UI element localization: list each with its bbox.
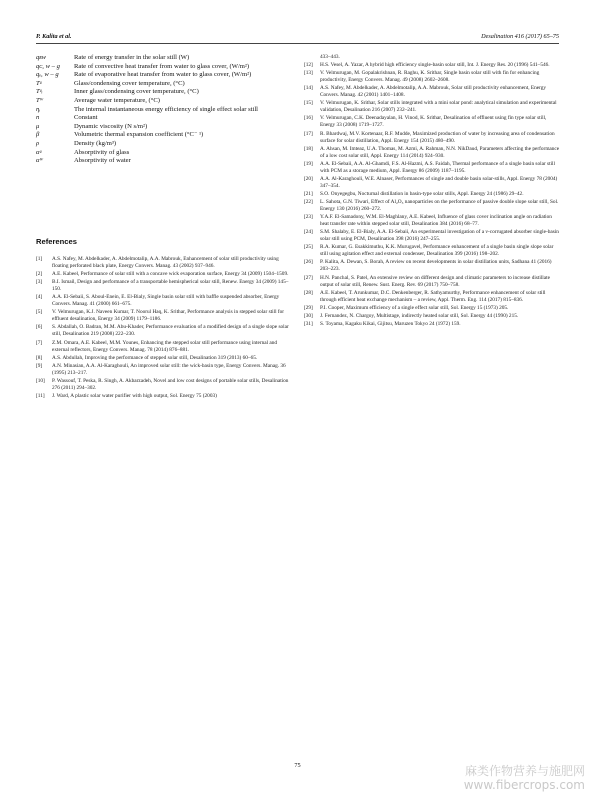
reference-item [304, 259, 560, 273]
nomenclature-row [36, 97, 292, 106]
reference-text: V. Velmurugan, K. Srithar, Solar stills integrated with a mini solar pond: analytical simulation and experimental validation, Desalination 216 (2007) 232–241. [320, 100, 557, 114]
reference-text: H.N. Panchal, S. Patel, An extensive review on different design and climatic parameters to increase distillate output of solar still, Renew. Sust. Energ. Rev. 69 (2017) 750–758. [320, 274, 550, 288]
header-journal: Desalination 416 (2017) 65–75 [481, 33, 559, 40]
reference-number: [28] [304, 289, 313, 296]
reference-item [304, 199, 560, 213]
reference-number: [23] [304, 214, 313, 221]
header-authors: P. Kalita et al. [36, 33, 72, 40]
reference-item [304, 54, 560, 61]
reference-text: L. Sahota, G.N. Tiwari, Effect of Al₂O₃ nanoparticles on the performance of passive double slope solar still, Sol. Energy 130 (2016) 260–272. [320, 199, 559, 213]
nomenclature-row [36, 157, 292, 166]
reference-text: P.I. Cooper, Maximum efficiency of a single effect solar still, Sol. Energy 15 (1973) 205. [320, 304, 509, 311]
reference-item [304, 176, 560, 190]
nomenclature-symbol: μ [36, 122, 40, 130]
nomenclature-row [36, 54, 292, 63]
nomenclature-symbol: ρ [36, 139, 40, 147]
reference-number: [18] [304, 145, 313, 152]
reference-text: Z.M. Omara, A.E. Kabeel, M.M. Younes, Enhancing the stepped solar still performance using internal and external reflectors, Energy Convers. Manag. 78 (2014) 876–881. [52, 339, 278, 353]
references-left-column [36, 256, 292, 401]
reference-text: A.A. El-Sebaii, A.A. Al-Ghamdi, F.S. Al-Hazmi, A.S. Faidah, Thermal performance of a single basin solar still with PCM as a storage medium, Appl. Energy 86 (2009) 1187–1195. [320, 160, 556, 174]
reference-number: [26] [304, 259, 313, 266]
nomenclature-symbol: qᴄ, w – g [36, 62, 60, 70]
reference-item [304, 214, 560, 228]
reference-text: A.S. Nafey, M. Abdelkader, A. Abdelmotalip, A.A. Mabrouk, Enhancement of solar still productivity using floating perforated black plate, Energy Convers. Manag. 43 (2002) 937–946. [52, 256, 279, 269]
reference-text: A.A. El-Sebaii, S. Aboul-Enein, E. El-Bialy, Single basin solar still with baffle suspended absorber, Energy Convers. Manag. 41 (2000) 661–675. [52, 294, 280, 308]
reference-number: [9] [36, 362, 43, 369]
reference-item [304, 146, 560, 160]
reference-item [304, 321, 560, 328]
reference-item [304, 290, 560, 304]
reference-number: [12] [304, 62, 313, 69]
nomenclature-definition: Volumetric thermal expansion coefficient (°C⁻ ¹) [74, 131, 204, 139]
nomenclature-row [36, 140, 292, 149]
nomenclature-definition: Density (kg/m³) [74, 139, 117, 147]
reference-number: [2] [36, 271, 43, 278]
reference-number: [31] [304, 320, 313, 327]
reference-text: B.I. Ismail, Design and performance of a transportable hemispherical solar still, Renew. Energy 34 (2009) 145–150. [52, 279, 289, 293]
reference-item [36, 363, 292, 377]
watermark-url: www.fibercrops.com [463, 778, 585, 792]
reference-item [304, 244, 560, 258]
reference-number: [10] [36, 377, 45, 384]
nomenclature-row [36, 106, 292, 115]
reference-item [304, 229, 560, 243]
reference-number: [1] [36, 256, 43, 262]
reference-text: J. Fernandez, N. Chargoy, Multistage, indirectly heated solar still, Sol. Energy 44 (1990) 215. [320, 312, 519, 319]
nomenclature-symbol: Tᵍ [36, 79, 42, 87]
nomenclature-definition: Inner glass/condensing cover temperature, (°C) [74, 88, 199, 96]
nomenclature-row [36, 114, 292, 123]
reference-number: [13] [304, 70, 313, 77]
reference-text: A.A. Al-Karaghouli, W.E. Alnaser, Performances of single and double basin solar-stills, Appl. Energy 78 (2004) 347–354. [320, 175, 558, 189]
nomenclature-definition: Constant [74, 114, 98, 122]
reference-item [304, 85, 560, 99]
nomenclature-definition: Rate of energy transfer in the solar still (W) [74, 54, 190, 61]
reference-number: [6] [36, 324, 43, 331]
nomenclature-definition: Dynamic viscosity (N s/m²) [74, 122, 148, 130]
header-rule [36, 43, 559, 44]
nomenclature-definition: Rate of evaporative heat transfer from water to glass cover, (W/m²) [74, 71, 252, 79]
reference-item [36, 309, 292, 323]
reference-number: [30] [304, 312, 313, 319]
reference-number: [5] [36, 309, 43, 316]
reference-item [36, 393, 292, 400]
reference-text: H.S. Vesel, A. Yazar, A hybrid high efficiency single-basin solar still, Int. J. Energy Res. 20 (1996) 541–546. [320, 62, 550, 69]
reference-text: V. Velmurugan, C.K. Deenadayalan, H. Vinod, K. Srithar, Desalination of effluent using fin type solar still, Energy 33 (2008) 1719–1727. [320, 115, 547, 129]
reference-text: R.A. Kumar, G. Esakkimuthu, K.K. Murugavel, Performance enhancement of a single basin single slope solar still using agitation effect and external condenser, Desalination 399 (2016) 198–202. [320, 244, 554, 258]
reference-item [36, 378, 292, 392]
nomenclature-row [36, 63, 292, 72]
reference-item [304, 305, 560, 312]
reference-number: [14] [304, 85, 313, 92]
reference-text: S. Toyama, Kagaku Kikai, Gijitsu, Maruzen Tokyo 24 (1972) 159. [320, 320, 461, 327]
reference-item [36, 355, 292, 362]
reference-number: [24] [304, 229, 313, 236]
reference-number: [29] [304, 304, 313, 311]
reference-number: [17] [304, 130, 313, 137]
reference-item [304, 70, 560, 84]
reference-number: [8] [36, 354, 43, 361]
nomenclature-symbol: Tᵂ [36, 96, 44, 104]
nomenclature-row [36, 80, 292, 89]
reference-text: A.S. Nafey, M. Abdelkader, A. Abdelmotalip, A.A. Mabrouk, Solar still productivity enhancement, Energy Convers. Manag. 42 (2001) 1401–1408. [320, 85, 547, 99]
reference-number: [25] [304, 244, 313, 251]
reference-text: P. Wassouf, T. Peska, R. Singh, A. Akbarzadeh, Novel and low cost designs of portable solar stills, Desalination 276 (2011) 294–302. [52, 377, 289, 391]
reference-item [304, 62, 560, 69]
reference-text: R. Bhardwaj, M.V. Kortenaar, R.F. Mudde, Maximized production of water by increasing area of condensation surface for solar distillation, Appl. Energy 154 (2015) 480–490. [320, 130, 555, 144]
reference-item [304, 275, 560, 289]
nomenclature-row [36, 71, 292, 80]
reference-text: V. Velmurugan, K.J. Naveen Kumar, T. Noorul Haq, K. Srithar, Performance analysis in stepped solar still for effluent desalination, Energy 34 (2009) 1179–1186. [52, 309, 285, 323]
nomenclature-row [36, 131, 292, 140]
nomenclature-definition: The internal instantaneous energy efficiency of single effect solar still [74, 105, 259, 113]
reference-text: Y.A.F. El-Samadony, W.M. El-Maghlany, A.E. Kabeel, Influence of glass cover inclination angle on radiation heat transfer rate within stepped solar still, Desalination 384 (2016) 68–77. [320, 214, 552, 228]
reference-number: [21] [304, 190, 313, 197]
reference-item [304, 115, 560, 129]
nomenclature-symbol: ηᵢ [36, 105, 41, 113]
nomenclature-symbol: qₑ, w – g [36, 71, 59, 79]
reference-number: [22] [304, 199, 313, 206]
reference-number: [7] [36, 339, 43, 346]
references-heading: References [36, 237, 77, 246]
nomenclature-list [36, 54, 292, 166]
reference-number: [19] [304, 160, 313, 167]
reference-item [304, 313, 560, 320]
running-header [36, 33, 559, 43]
reference-number [304, 54, 320, 61]
reference-number: [20] [304, 175, 313, 182]
reference-item [304, 131, 560, 145]
reference-number: [15] [304, 100, 313, 107]
reference-number: [3] [36, 279, 43, 286]
nomenclature-row [36, 123, 292, 132]
reference-text: J. Ward, A plastic solar water purifier with high output, Sol. Energy 75 (2003) [52, 392, 217, 399]
reference-number: [11] [36, 392, 45, 399]
nomenclature-definition: Glass/condensing cover temperature, (°C) [74, 79, 185, 87]
nomenclature-symbol: β [36, 131, 40, 139]
watermark-chinese: 麻类作物营养与施肥网 [464, 764, 585, 778]
nomenclature-definition: Average water temperature, (°C) [74, 96, 160, 104]
nomenclature-symbol: αᵂ [36, 157, 44, 165]
reference-text: 433–443. [320, 54, 340, 60]
reference-item [36, 279, 292, 293]
reference-item [36, 294, 292, 308]
reference-text: P. Kalita, A. Dewan, S. Borah, A review on recent developments in solar distillation units, Sadhana 41 (2016) 203–223. [320, 259, 552, 273]
nomenclature-symbol: Tᵍᵢ [36, 88, 43, 96]
page-number: 75 [294, 762, 301, 769]
reference-text: A. Ahsan, M. Imteaz, U.A. Thomas, M. Azmi, A. Rahman, N.N. NikDaud, Parameters affecting the performance of a low cost solar still, Appl. Energy 114 (2014) 924–930. [320, 145, 560, 159]
reference-item [304, 100, 560, 114]
reference-text: S.O. Onyegegbu, Nocturnal distillation in basin-type solar stills, Appl. Energy 24 (1986) 29–42. [320, 190, 524, 197]
reference-item [304, 161, 560, 175]
reference-text: S.M. Shalaby, E. El-Bialy, A.A. El-Sebaii, An experimental investigation of a v-corrugated absorber single-basin solar still using PCM, Desalination 398 (2016) 247–255. [320, 229, 559, 243]
watermark [464, 764, 585, 792]
nomenclature-row [36, 88, 292, 97]
reference-item [36, 256, 292, 270]
nomenclature-symbol: αᵍ [36, 148, 42, 156]
reference-item [304, 191, 560, 198]
reference-number: [16] [304, 115, 313, 122]
reference-text: V. Velmurugan, M. Gopalakrishnan, R. Raghu, K. Srithar, Single basin solar still with fin for enhancing productivity, Energy Convers. Manag. 49 (2008) 2602–2608. [320, 70, 540, 84]
nomenclature-definition: Absorptivity of glass [74, 148, 130, 156]
nomenclature-definition: Absorptivity of water [74, 157, 131, 165]
reference-item [36, 271, 292, 278]
nomenclature-row [36, 149, 292, 158]
reference-text: A.E. Kabeel, T. Arunkumar, D.C. Denkenberger, R. Sathyamurthy, Performance enhancement of solar still through efficient heat exchange mechanism – a review, Appl. Therm. Eng. 114 (2017) 815–836. [320, 289, 546, 303]
reference-text: A.S. Abdullah, Improving the performance of stepped solar still, Desalination 319 (2013) 60–65. [52, 354, 258, 361]
reference-number: [4] [36, 294, 43, 301]
references-right-column [304, 54, 560, 329]
nomenclature-symbol: qᴇᴡ [36, 54, 46, 61]
reference-item [36, 324, 292, 338]
reference-text: A.E. Kabeel, Performance of solar still with a concave wick evaporation surface, Energy 34 (2009) 1504–1509. [52, 271, 289, 278]
reference-text: S. Abdallah, O. Badran, M.M. Abu-Khader, Performance evaluation of a modified design of a single slope solar still, Desalination 219 (2008) 222–230. [52, 324, 289, 338]
reference-text: A.N. Minasian, A.A. Al-Karaghouli, An improved solar still: the wick-basin type, Energy Convers. Manag. 36 (1995) 213–217. [52, 362, 286, 376]
nomenclature-definition: Rate of convective heat transfer from water to glass cover, (W/m²) [74, 62, 250, 70]
reference-item [36, 340, 292, 354]
reference-number: [27] [304, 274, 313, 281]
nomenclature-symbol: n [36, 114, 40, 122]
